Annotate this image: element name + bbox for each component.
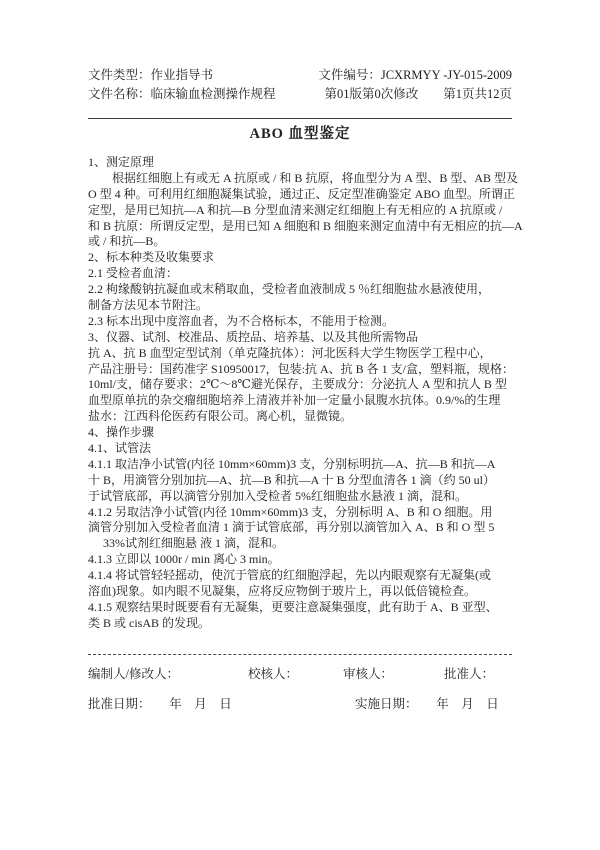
approval-date-field: 批准日期： 年 月 日 (88, 696, 232, 711)
checker-label: 校核人： (248, 666, 299, 681)
header-row-1 (88, 66, 512, 85)
body-line: O 型 4 种。可利用红细胞凝集试验，通过正、反定型准确鉴定 ABO 血型。所谓正 (88, 186, 516, 201)
doc-name-field: 文件名称：临床输血检测操作规程 (88, 86, 276, 101)
body-line: 溶血)现象。如内眼不见凝集，应将反应物倒于玻片上，再以低倍镜检查。 (88, 584, 476, 599)
body-line: 2.3 标本出现中度溶血者，为不合格标本，不能用于检测。 (88, 313, 395, 328)
body-line: 和 B 抗原：所谓反定型，是用已知 A 细胞和 B 细胞来测定血清中有无相应的抗—A (88, 218, 523, 233)
body-line: 4.1.2 另取洁净小试管(内径 10mm×60mm)3 支，分别标明 A、B 和 O 细胞。用 (88, 504, 493, 519)
footer-divider (88, 654, 512, 655)
document-body (88, 155, 523, 632)
body-line: 4.1.1 取洁净小试管(内径 10mm×60mm)3 支，分别标明抗—A、抗—B 和抗—A (88, 456, 496, 471)
body-line: 4.1.4 将试管轻轻摇动，使沉于管底的红细胞浮起，先以内眼观察有无凝集(或 (88, 568, 491, 583)
header-row-2 (88, 85, 512, 104)
body-line: 10ml/支，储存要求：2℃～8℃避光保存，主要成分：分泌抗人 A 型和抗人 B 型 (88, 377, 507, 392)
implementation-date-field: 实施日期： 年 月 日 (355, 696, 499, 711)
body-line: 血型原单抗的杂交瘤细胞培养上清液并补加一定量小鼠腹水抗体。0.9/%的生理 (88, 393, 501, 408)
header-divider (88, 118, 512, 119)
body-line: 类 B 或 cisAB 的发现。 (88, 615, 211, 630)
document-content (88, 66, 523, 712)
body-line: 产品注册号：国药准字 S10950017，包装:抗 A、抗 B 各 1 支/盒，塑料瓶，规格： (88, 361, 515, 376)
reviewer-label: 审核人： (343, 666, 394, 681)
body-line: 2.1 受检者血清： (88, 266, 179, 281)
body-line: 十 B，用滴管分别加抗—A、抗—B 和抗—A 十 B 分型血清各 1 滴（约 50 ul） (88, 472, 496, 487)
body-line: 1、测定原理 (88, 155, 155, 169)
body-line: 根据红细胞上有或无 A 抗原或 / 和 B 抗原，将血型分为 A 型、B 型、AB 型及 (88, 170, 519, 185)
document-title: ABO 血型鉴定 (249, 126, 351, 142)
body-line: 2.2 枸缘酸钠抗凝血或末稍取血，受检者血液制成 5 ％红细胞盐水悬液使用， (88, 282, 491, 297)
body-line: 于试管底部，再以滴管分别加入受检者 5%红细胞盐水悬液 1 滴，混和。 (88, 488, 467, 503)
body-line: 制备方法见本节附注。 (88, 298, 209, 313)
body-line: 抗 A、抗 B 血型定型试剂（单克隆抗体）：河北医科大学生物医学工程中心， (88, 345, 492, 360)
signature-row (88, 666, 512, 682)
approver-label: 批准人： (444, 666, 495, 681)
body-line: 4.1.5 观察结果时既要看有无凝集，更要注意凝集强度，此有助于 A、B 亚型、 (88, 599, 498, 614)
compiler-label: 编制人/修改人： (88, 666, 179, 681)
body-line: 3、仪器、试剂、校准品、质控品、培养基、以及其他所需物品 (88, 329, 419, 344)
doc-number-field: 文件编号：JCXRMYY -JY-015-2009 (318, 68, 512, 82)
body-line: 33%试剂红细胞悬 液 1 滴，混和。 (88, 536, 284, 551)
body-line: 或 / 和抗—B。 (88, 234, 166, 249)
body-line: 4.1.3 立即以 1000r / min 离心 3 min。 (88, 552, 280, 567)
body-line: 盐水：江西科伦医药有限公司。离心机，显微镜。 (88, 409, 353, 424)
body-line: 定型，是用已知抗—A 和抗—B 分型血清来测定红细胞上有无相应的 A 抗原或 / (88, 202, 503, 217)
date-row (88, 696, 512, 712)
body-line: 滴管分别加入受检者血清 1 滴于试管底部，再分别以滴管加入 A、B 和 O 型 5 (88, 520, 495, 535)
body-line: 2、标本种类及收集要求 (88, 250, 215, 265)
doc-type-field: 文件类型：作业指导书 (88, 68, 214, 82)
doc-revision-field: 第01版第0次修改 第1页共12页 (324, 86, 512, 101)
body-line: 4.1、试管法 (88, 441, 152, 456)
body-line: 4、操作步骤 (88, 425, 155, 440)
